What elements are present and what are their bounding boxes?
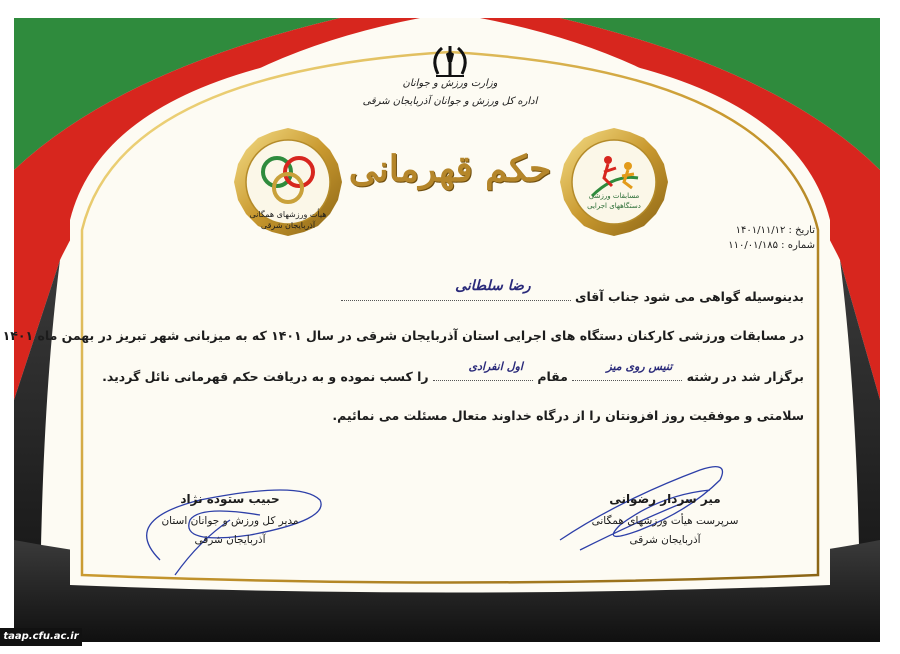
number-value: ۱۱۰/۰۱/۱۸۵ (728, 240, 778, 251)
body-line-4: سلامتی و موفقیت روز افزونتان را از درگاه خداوند متعال مسئلت می نمائیم. (332, 408, 804, 423)
body-line-1 (341, 278, 804, 304)
rank-value: اول انفرادی (468, 360, 523, 373)
date-label: تاریخ : (788, 225, 815, 236)
number-label: شماره : (781, 240, 815, 251)
left-logo-caption: آذربایجان شرقی (260, 221, 316, 230)
right-logo-caption: مسابقات ورزشی (588, 192, 640, 200)
department-name: اداره کل ورزش و جوانان آذربایجان شرقی (362, 96, 538, 107)
recipient-field (341, 278, 571, 301)
website-watermark: taap.cfu.ac.ir (0, 628, 82, 646)
ministry-name: وزارت ورزش و جوانان (402, 78, 498, 89)
body-line-3-part2: مقام (537, 369, 568, 384)
right-signatory-province: آذربایجان شرقی (629, 534, 701, 546)
recipient-name: رضا سلطانی (455, 278, 531, 294)
date-line (705, 225, 815, 236)
discipline-field (572, 360, 682, 381)
body-line-3 (102, 360, 804, 384)
body-line-3-part1: برگزار شد در رشته (686, 369, 804, 384)
number-line (705, 240, 815, 251)
right-signatory-role: سرپرست هیأت ورزشهای همگانی (591, 515, 739, 527)
date-value: ۱۴۰۱/۱۱/۱۲ (735, 225, 786, 236)
right-logo-caption: دستگاههای اجرایی (587, 202, 641, 210)
left-signatory-role: مدیر کل ورزش و جوانان استان (161, 515, 299, 527)
discipline-value: تنیس روی میز (606, 360, 673, 373)
body-line-3-part3: را کسب نموده و به دریافت حکم قهرمانی نائل گردید. (102, 369, 429, 384)
rank-field (433, 360, 533, 381)
left-logo-caption: هیأت ورزشهای همگانی (249, 210, 327, 219)
body-line-1-text: بدینوسیله گواهی می شود جناب آقای (574, 289, 804, 304)
certificate-title: حکم قهرمانی (348, 148, 552, 190)
left-signatory-province: آذربایجان شرقی (194, 534, 266, 546)
body-line-2: در مسابقات ورزشی کارکنان دستگاه های اجرایی استان آذربایجان شرقی در سال ۱۴۰۱ که به میزبانی شهر تبریز در بهمن ماه ۱۴۰۱ (2, 328, 804, 343)
right-signatory-name: میر سردار رضوانی (609, 492, 721, 506)
left-signatory-name: حبیب ستوده نژاد (180, 492, 280, 506)
